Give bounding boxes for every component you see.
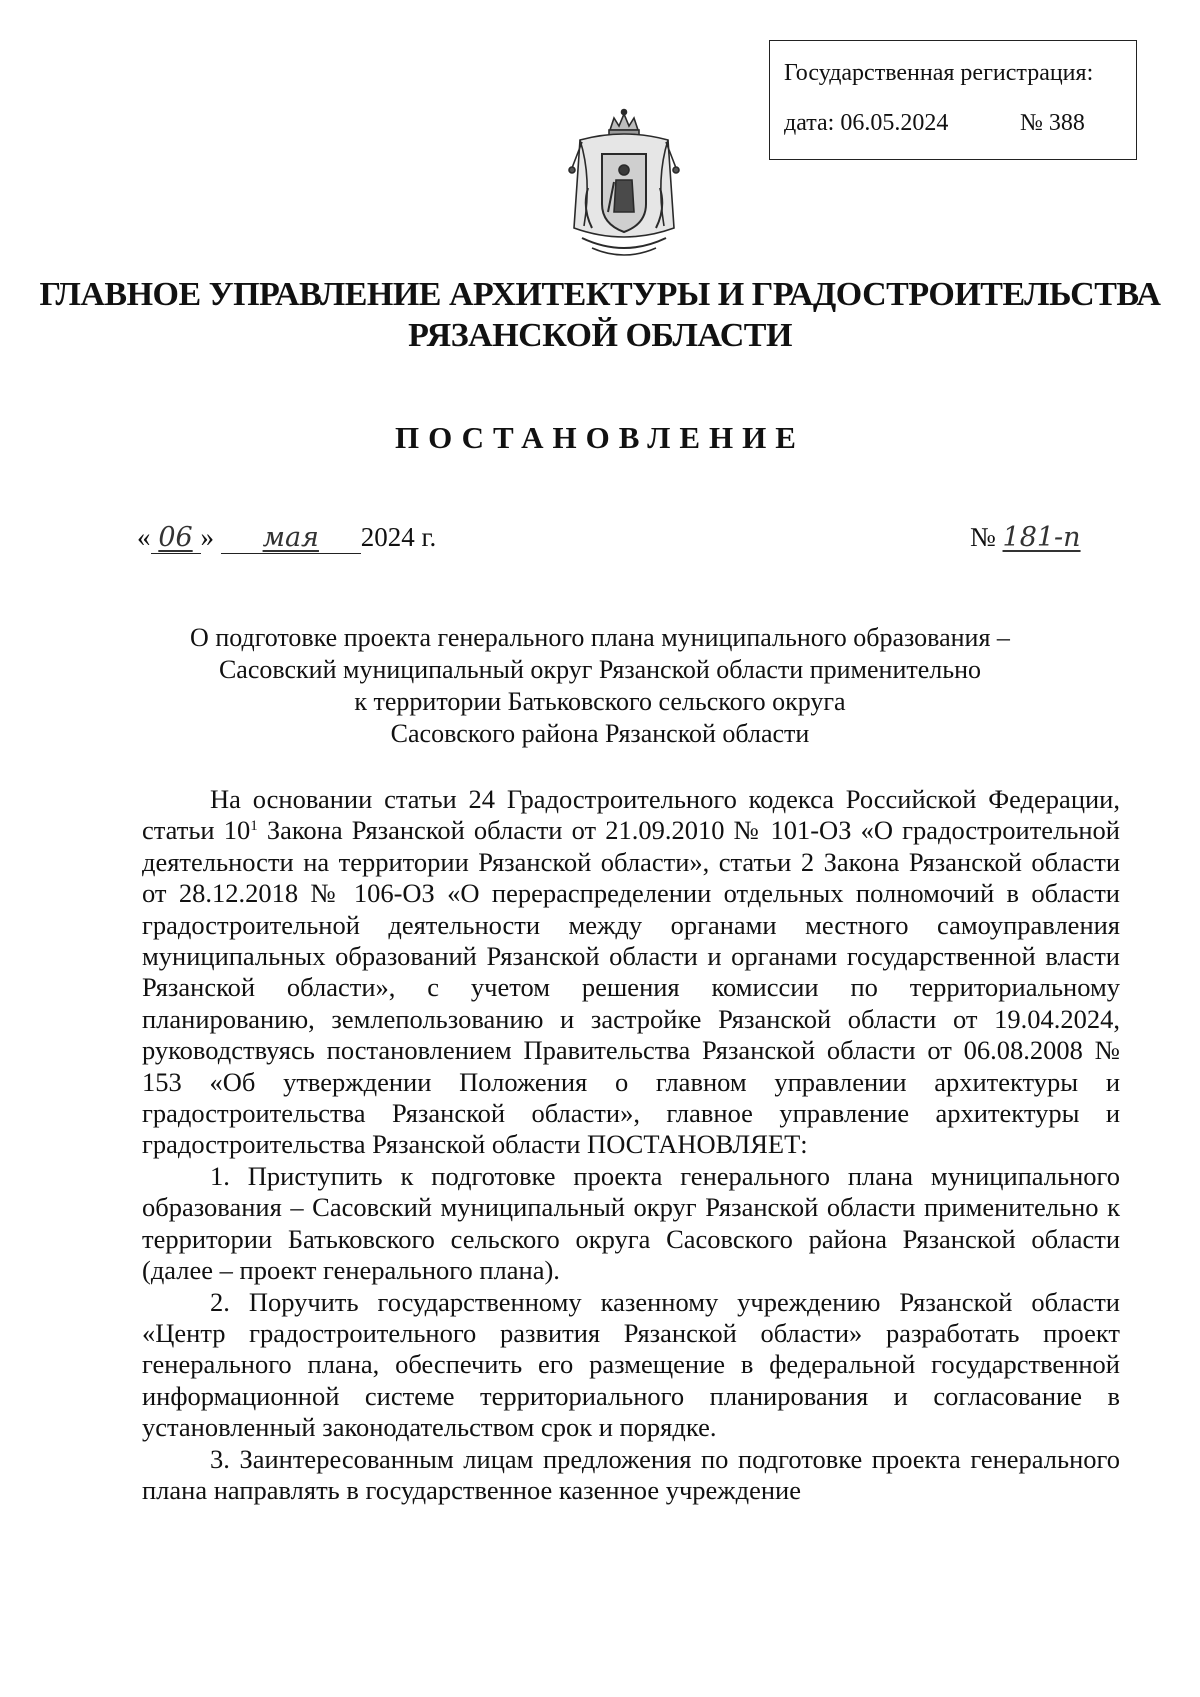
resolution-item-2: 2. Поручить государственному казенному учреждению Рязанской области «Центр градостроительного развития Рязанской области» разработать проект генерального плана, обеспечить его размещение в федеральной государственной информационной системе территориального планирования и согласование в установленный законодательством срок и порядке. (142, 1286, 1120, 1443)
date-close-quote: » (200, 522, 214, 552)
date-year: 2024 г. (360, 522, 437, 552)
number-label: № (970, 522, 996, 552)
preamble-text-b: Закона Рязанской области от 21.09.2010 № 101-ОЗ «О градостроительной деятельности на территории Рязанской области», статьи 2 Закона Рязанской области от 28.12.2018 № 106-ОЗ «О перераспределении отдельных полномочий в области градостроительной деятельности между органами местного самоуправления муниципальных образований Рязанской области и органами государственной власти Рязанской области», с учетом решения комиссии по территориальному планированию, землепользованию и застройке Рязанской области от 19.04.2024, руководствуясь постановлением Правительства Рязанской области от 06.08.2008 № 153 «Об утверждении Положения о главном управлении архитектуры и градостроительства Рязанской области», главное управление архитектуры и градостроительства Рязанской области ПОСТАНОВЛЯЕТ: (142, 815, 1120, 1160)
document-subject (0, 622, 1200, 750)
subject-line: Сасовского района Рязанской области (390, 719, 810, 748)
subject-line: О подготовке проекта генерального плана муниципального образования – (190, 623, 1010, 652)
coat-of-arms-icon (562, 108, 686, 264)
resolution-item-3: 3. Заинтересованным лицам предложения по подготовке проекта генерального плана направлять в государственное казенное учреждение (142, 1443, 1120, 1505)
date-open-quote: « (137, 522, 151, 552)
document-body (142, 784, 1120, 1506)
registration-number: № 388 (1020, 110, 1085, 136)
subject-line: Сасовский муниципальный округ Рязанской области применительно (218, 655, 982, 684)
document-number (970, 522, 1081, 553)
document-type-title: ПОСТАНОВЛЕНИЕ (395, 420, 805, 455)
registration-stamp (769, 40, 1137, 160)
registration-date: дата: 06.05.2024 (784, 110, 949, 136)
date-day: 06 (151, 522, 201, 554)
preamble-text-a: На основании статьи 24 Градостроительного кодекса Российской Федерации, статьи 10 (142, 784, 1120, 846)
preamble-superscript: 1 (250, 818, 258, 835)
resolution-item-1: 1. Приступить к подготовке проекта генерального плана муниципального образования – Сасовский муниципальный округ Рязанской области применительно к территории Батьковского сельского округа Сасовского района Рязанской области (далее – проект генерального плана). (142, 1160, 1120, 1286)
subject-line: к территории Батьковского сельского округа (354, 687, 846, 716)
registration-label: Государственная регистрация: (784, 60, 1094, 86)
number-value: 181-п (1002, 522, 1081, 553)
date-month: мая (221, 522, 361, 554)
organization-name-line2: РЯЗАНСКОЙ ОБЛАСТИ (408, 317, 792, 354)
organization-name-line1: ГЛАВНОЕ УПРАВЛЕНИЕ АРХИТЕКТУРЫ И ГРАДОСТРОИТЕЛЬСТВА (39, 276, 1161, 313)
document-date (137, 522, 436, 554)
preamble-paragraph (142, 784, 1120, 1161)
